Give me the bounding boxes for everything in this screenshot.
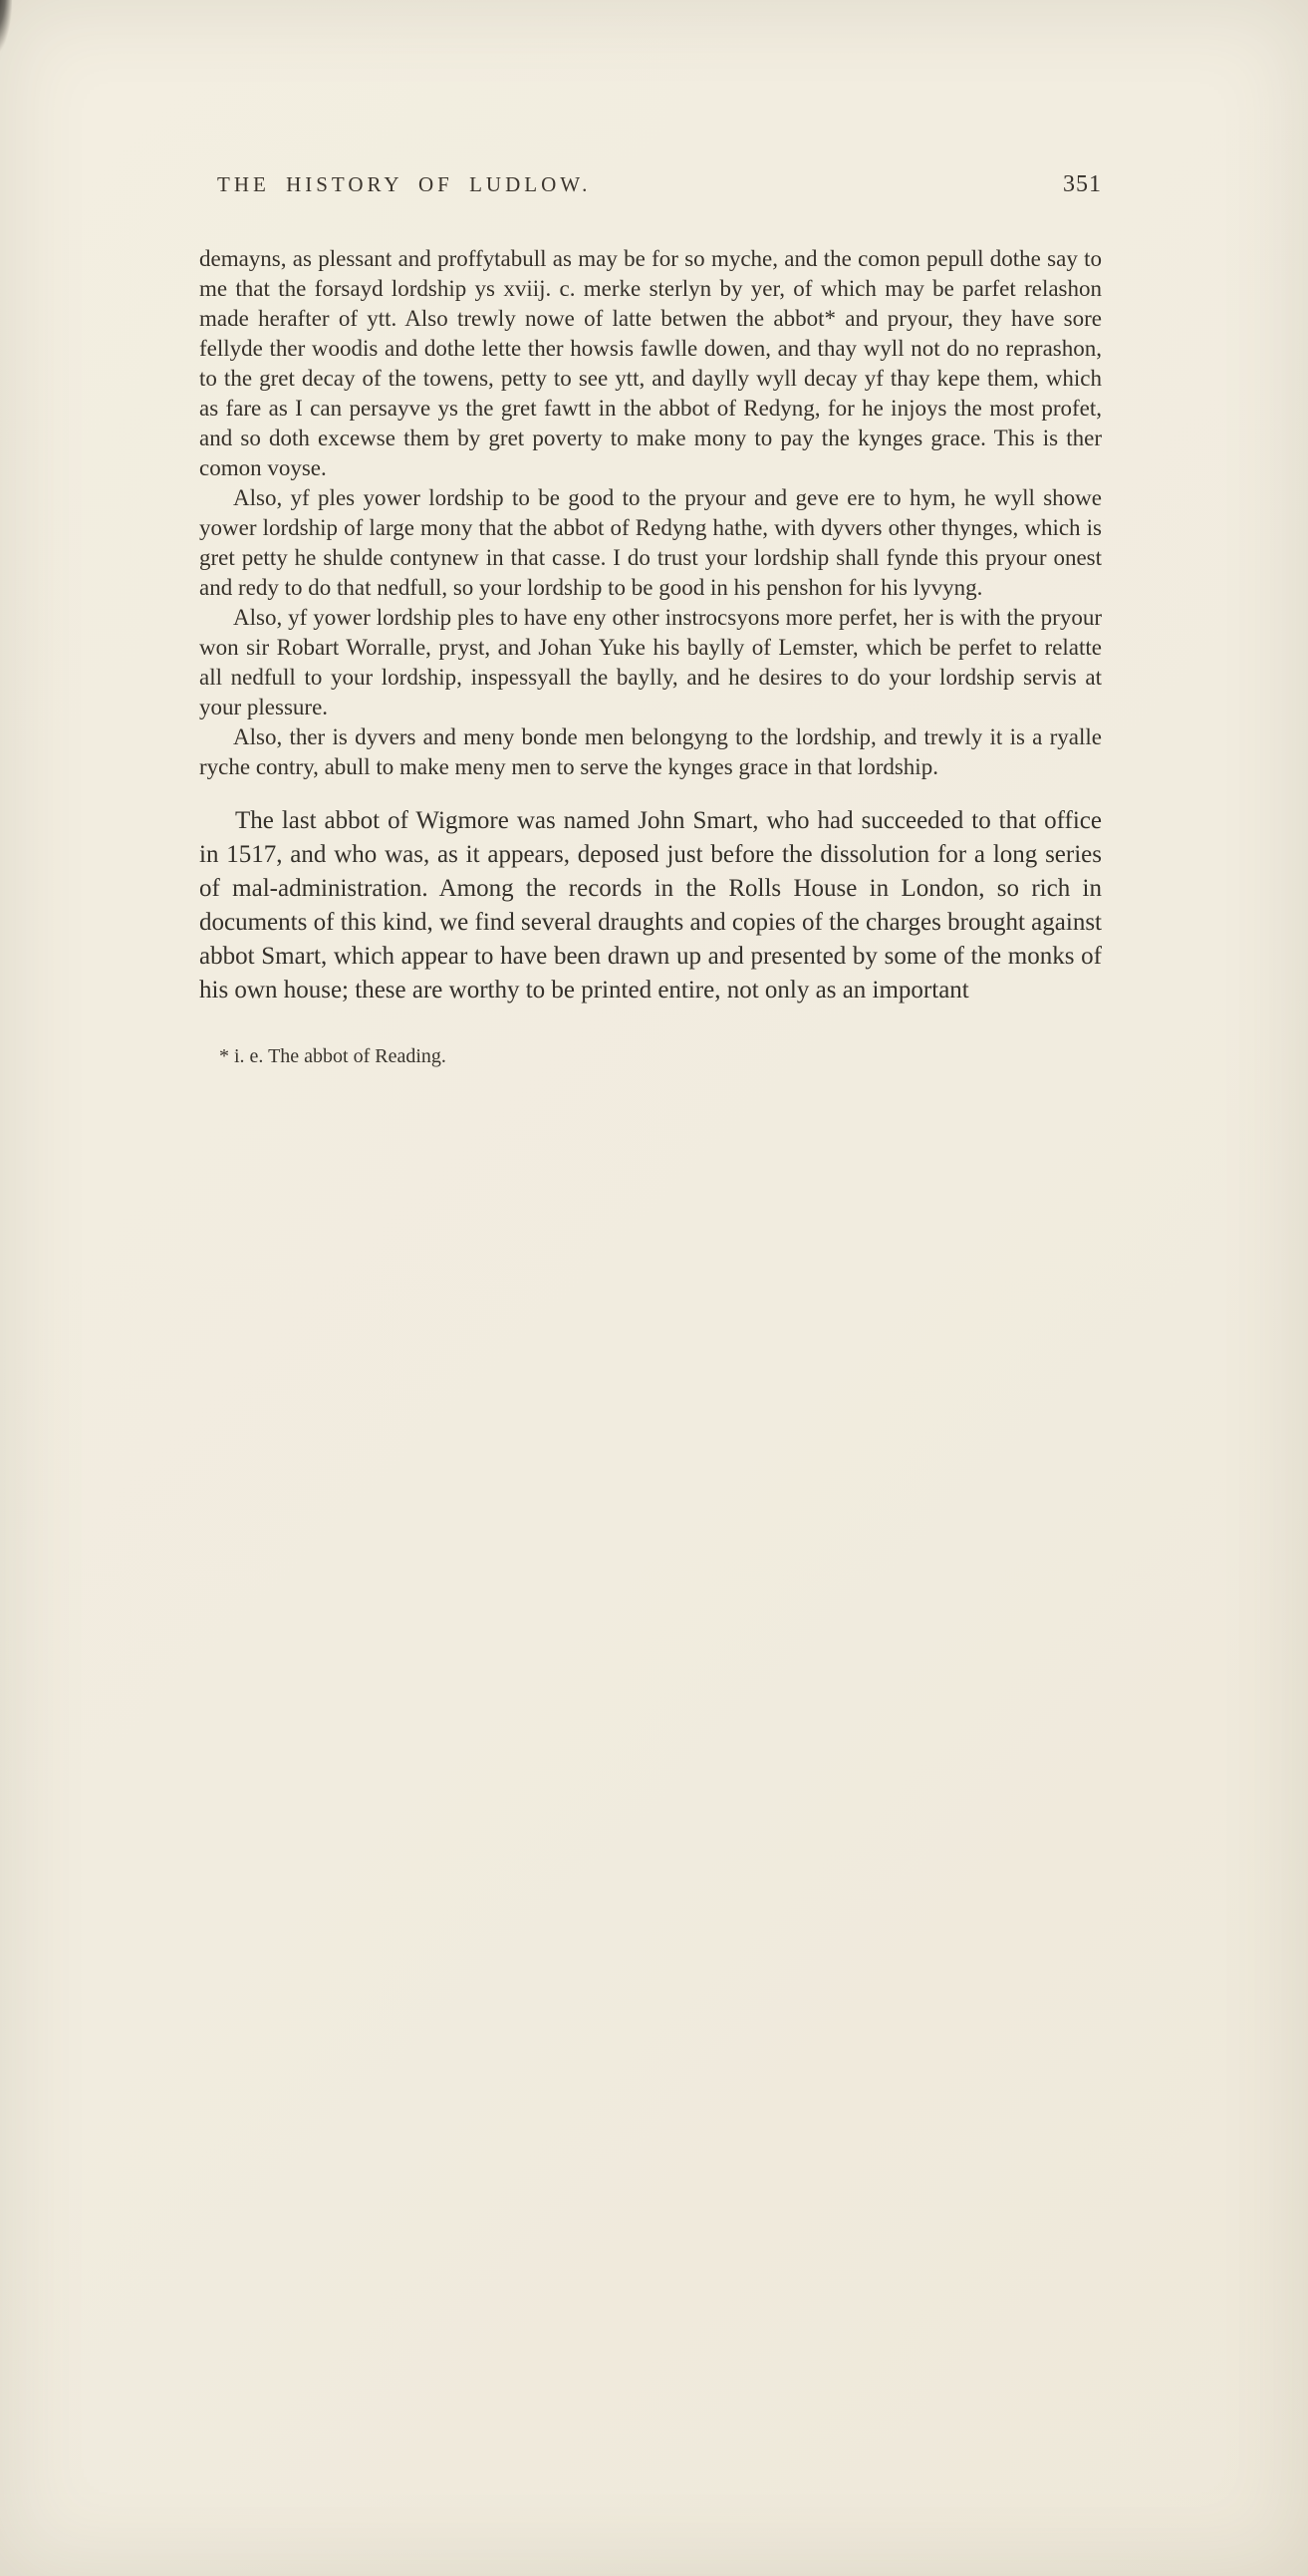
letter-paragraph: Also, ther is dyvers and meny bonde men belongyng to the lordship, and trewly it is a ryalle ryche contry, abull to make meny men to serve the kynges grace in that lordship.	[199, 724, 1102, 779]
main-narrative	[199, 804, 1102, 1007]
running-title: THE HISTORY OF LUDLOW.	[217, 172, 592, 196]
footnote: * i. e. The abbot of Reading.	[219, 1045, 446, 1067]
running-head	[199, 171, 1102, 198]
page-edge-shadow	[0, 0, 12, 52]
letter-paragraph: Also, yf ples yower lordship to be good to the pryour and geve ere to hym, he wyll showe yower lordship of large mony that the abbot of Redyng hathe, with dyvers other thynges, which is gret petty he shulde contynew in that casse. I do trust your lordship shall fynde this pryour onest and redy to do that nedfull, so your lordship to be good in his penshon for his lyvyng.	[199, 485, 1102, 600]
page-number: 351	[1063, 171, 1102, 197]
letter-transcript	[199, 244, 1102, 782]
letter-paragraph: demayns, as plessant and proffytabull as may be for so myche, and the comon pepull dothe say to me that the forsayd lordship ys xviij. c. merke sterlyn by yer, of which may be parfet relashon made herafter of ytt. Also trewly nowe of latte betwen the abbot* and pryour, they have sore fellyde ther woodis and dothe lette ther howsis fawlle dowen, and thay wyll not do no reprashon, to the gret decay of the towens, petty to see ytt, and daylly wyll decay yf thay kepe them, which as fare as I can persayve ys the gret fawtt in the abbot of Redyng, for he injoys the most profet, and so doth excewse them by gret poverty to make mony to pay the kynges grace. This is ther comon voyse.	[199, 246, 1102, 480]
page-content	[199, 171, 1102, 1069]
main-paragraph: The last abbot of Wigmore was named John Smart, who had succeeded to that office in 1517, and who was, as it appears, deposed just before the dissolution for a long series of mal-administration. Among the records in the Rolls House in London, so rich in documents of this kind, we find several draughts and copies of the charges brought against abbot Smart, which appear to have been drawn up and presented by some of the monks of his own house; these are worthy to be printed entire, not only as an important	[199, 807, 1102, 1003]
letter-paragraph: Also, yf yower lordship ples to have eny other instrocsyons more perfet, her is with the pryour won sir Robart Worralle, pryst, and Johan Yuke his baylly of Lemster, which be perfet to relatte all nedfull to your lordship, inspessyall the baylly, and he desires to do your lordship servis at your plessure.	[199, 605, 1102, 719]
